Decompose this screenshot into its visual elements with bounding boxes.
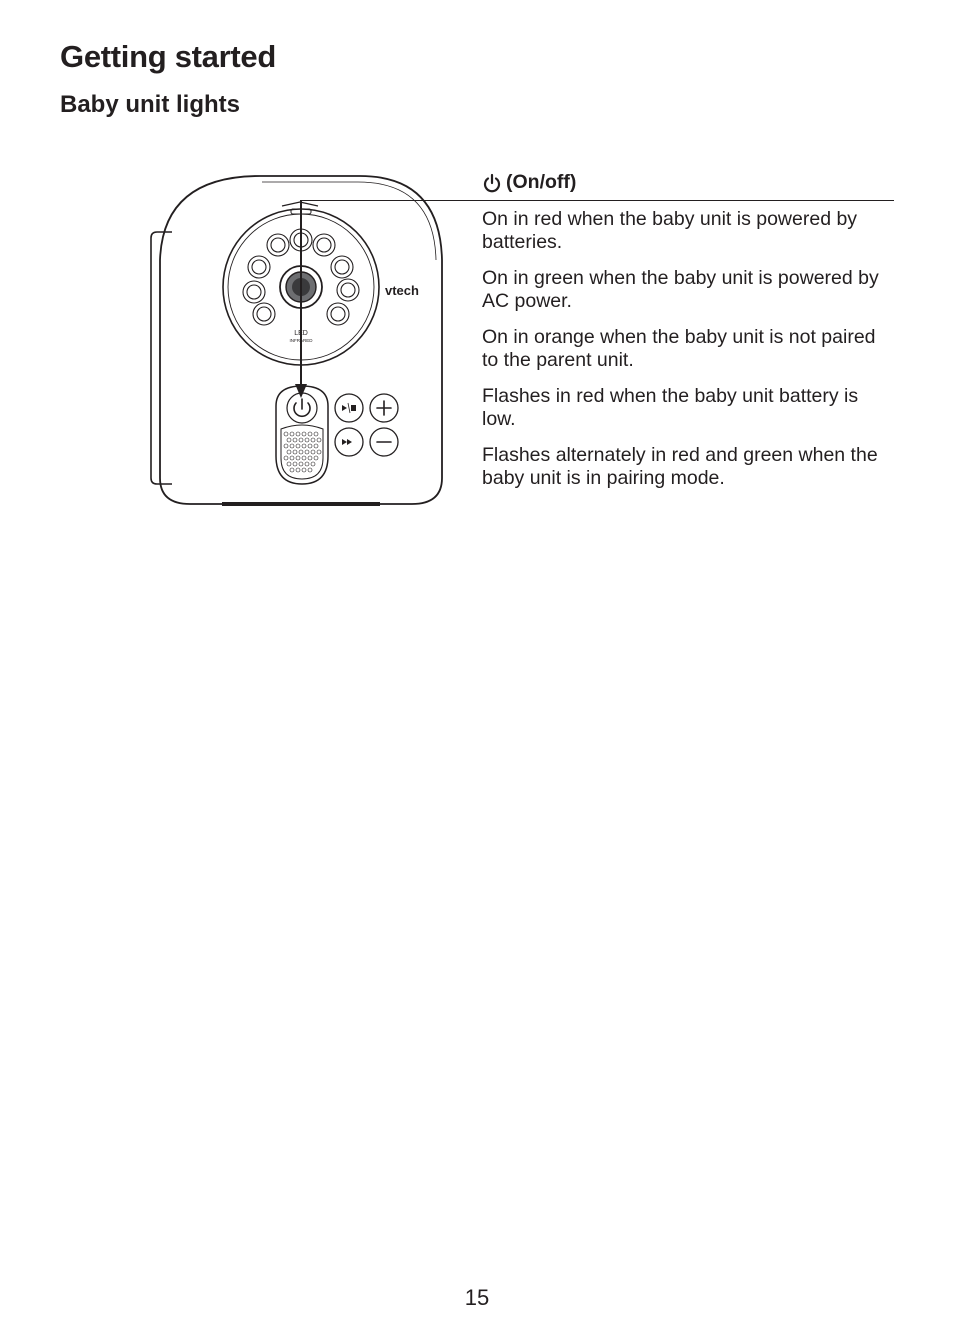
infrared-label: INFRARED <box>289 338 313 343</box>
callout-item: On in green when the baby unit is powered by AC power. <box>482 266 879 312</box>
callout-item: Flashes in red when the baby unit battery is low. <box>482 384 859 430</box>
led-label: LED <box>294 330 308 337</box>
callout-item: Flashes alternately in red and green when the baby unit is in pairing mode. <box>482 443 878 489</box>
callout-item: On in red when the baby unit is powered by batteries. <box>482 207 858 253</box>
section-title: Baby unit lights <box>60 91 240 118</box>
power-icon <box>482 173 502 193</box>
page-title: Getting started <box>60 39 276 74</box>
baby-unit-illustration <box>148 168 448 513</box>
brand-logo: vtech <box>385 283 419 298</box>
page-number: 15 <box>464 1285 490 1310</box>
callout-description <box>482 171 894 503</box>
callout-heading-label: (On/off) <box>506 171 577 193</box>
callout-item: On in orange when the baby unit is not paired to the parent unit. <box>482 325 876 371</box>
callout-heading <box>482 171 894 195</box>
